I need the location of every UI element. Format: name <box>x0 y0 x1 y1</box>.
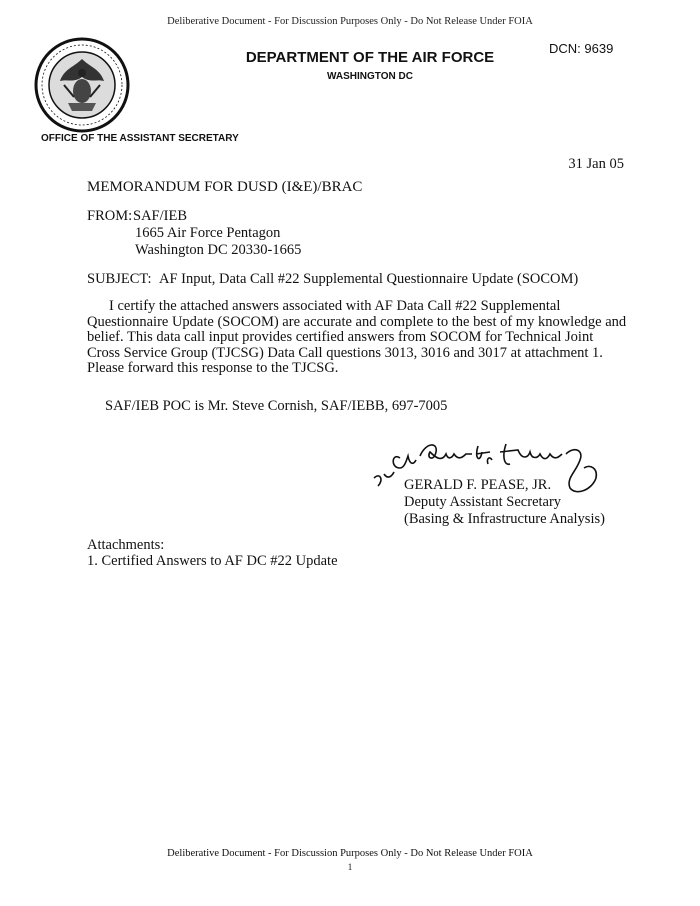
header-caveat: Deliberative Document - For Discussion Purposes Only - Do Not Release Under FOIA <box>167 16 533 27</box>
signer-organization: (Basing & Infrastructure Analysis) <box>404 511 605 527</box>
memo-addressee: MEMORANDUM FOR DUSD (I&E)/BRAC <box>87 179 363 195</box>
department-location: WASHINGTON DC <box>327 71 413 82</box>
dcn-number: DCN: 9639 <box>549 41 614 56</box>
memo-body: I certify the attached answers associated with AF Data Call #22 Supplemental Questionnaire Update (SOCOM) are accurate and complete to the best of my knowledge and belief. This data call input provides certified answers from SOCOM for Technical Joint Cross Service Group (TJCSG) Data Call questions 3013, 3016 and 3017 at attachment 1. Please forward this response to the TJCSG. <box>87 298 627 376</box>
subject-label: SUBJECT: <box>87 271 152 287</box>
from-organization: SAF/IEB <box>133 208 187 224</box>
from-address-line: Washington DC 20330-1665 <box>135 242 302 258</box>
signer-title: Deputy Assistant Secretary <box>404 494 562 510</box>
dod-seal-icon <box>34 37 130 133</box>
memo-date: 31 Jan 05 <box>568 156 624 172</box>
from-label: FROM: <box>87 208 133 224</box>
attachment-item: 1. Certified Answers to AF DC #22 Update <box>87 553 338 569</box>
attachments-heading: Attachments: <box>87 537 165 553</box>
footer-caveat: Deliberative Document - For Discussion Purposes Only - Do Not Release Under FOIA <box>167 848 533 859</box>
office-heading: OFFICE OF THE ASSISTANT SECRETARY <box>41 133 239 144</box>
poc-line: SAF/IEB POC is Mr. Steve Cornish, SAF/IEBB, 697-7005 <box>105 398 448 414</box>
from-address-line: 1665 Air Force Pentagon <box>135 225 281 241</box>
department-heading: DEPARTMENT OF THE AIR FORCE <box>245 49 495 66</box>
subject-text: AF Input, Data Call #22 Supplemental Questionnaire Update (SOCOM) <box>159 271 579 287</box>
page-number: 1 <box>347 862 353 872</box>
signer-name: GERALD F. PEASE, JR. <box>404 477 552 493</box>
